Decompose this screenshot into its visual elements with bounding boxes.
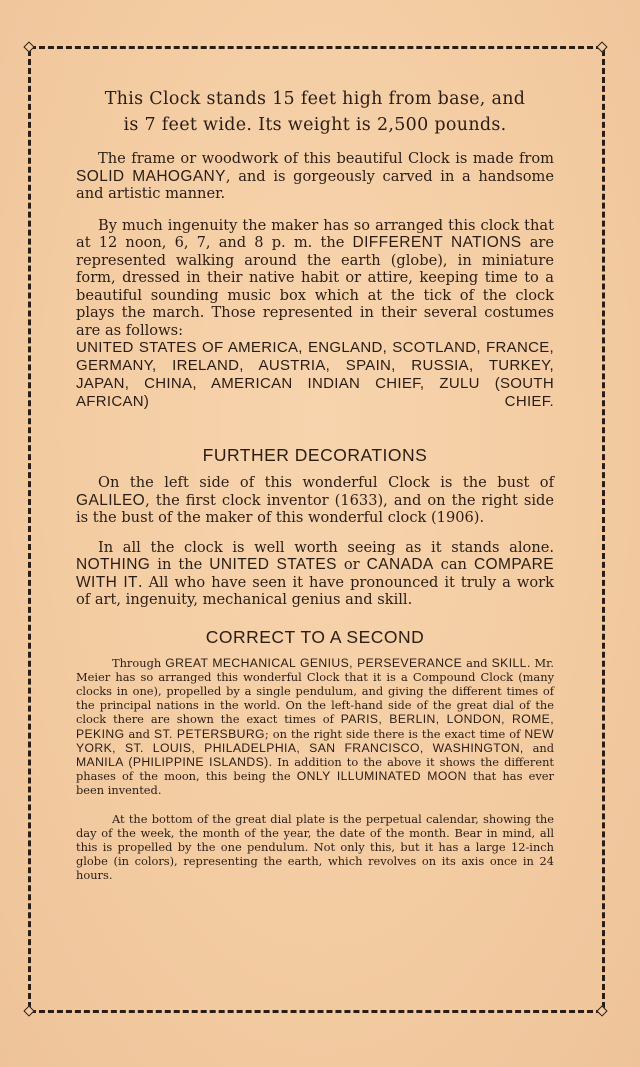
emphasis-text: ST. PETERSBURG bbox=[153, 726, 265, 741]
emphasis-text: DIFFERENT NATIONS bbox=[352, 234, 522, 251]
paragraph-mechanical-genius bbox=[76, 656, 554, 798]
paragraph-nations bbox=[76, 217, 554, 340]
emphasis-text: SKILL bbox=[491, 655, 527, 670]
text-run: or bbox=[336, 556, 367, 573]
border-left bbox=[28, 50, 31, 1008]
document-content bbox=[76, 86, 554, 883]
text-run: . All who have seen it have pronounced it truly a work of art, ingenuity, mechanical genius and skill. bbox=[76, 573, 554, 608]
text-run: . Mr. Meier has so arranged this wonderful Clock that it is a Compound Clock (many clocks in one), propelled by a single pendulum, and giving the different times of the principal nations in the world. On the left-hand side of the great dial of the clock there are shown the exact times of bbox=[76, 655, 554, 727]
border-top bbox=[30, 46, 602, 49]
emphasis-text: NEW YORK, ST. LOUIS, PHILADELPHIA, SAN FRANCISCO, WASHINGTON, bbox=[76, 726, 554, 755]
text-run: can bbox=[433, 556, 474, 573]
nations-list: UNITED STATES OF AMERICA, ENGLAND, SCOTLAND, FRANCE, GERMANY, IRELAND, AUSTRIA, SPAIN, RUSSIA, TURKEY, JAPAN, CHINA, AMERICAN INDIAN CHIEF, ZULU (SOUTH AFRICAN) CHIEF. bbox=[76, 339, 554, 410]
paragraph-galileo bbox=[76, 474, 554, 527]
emphasis-text: SOLID MAHOGANY bbox=[76, 167, 226, 185]
text-run: In all the clock is well worth seeing as it stands alone. bbox=[98, 538, 554, 556]
lead-paragraph bbox=[76, 86, 554, 138]
border-bottom bbox=[30, 1010, 602, 1013]
lead-line-1: This Clock stands 15 feet high from base, and bbox=[104, 89, 526, 109]
text-run: ; on the right side there is the exact time of bbox=[264, 726, 525, 741]
text-run: . In addition to the above it shows the different phases of the moon, this being the bbox=[76, 754, 554, 784]
emphasis-text: COMPARE WITH IT bbox=[76, 556, 554, 591]
paragraph-compare bbox=[76, 539, 554, 609]
text-run: , the first clock inventor (1633), and on the right side is the bust of the maker of this wonderful clock (1906). bbox=[76, 491, 554, 526]
text-run: are represented walking around the earth (globe), in miniature form, dressed in their native habit or attire, keeping time to a beautiful sounding music box which at the tick of the clock plays the march. Those represented in their several costumes are as follows: bbox=[76, 234, 555, 339]
lead-line-2: is 7 feet wide. Its weight is 2,500 pounds. bbox=[123, 115, 507, 135]
corner-bottom-left bbox=[23, 1005, 34, 1016]
text-run: The frame or woodwork of this beautiful Clock is made from bbox=[98, 150, 554, 167]
text-run: , and is gorgeously carved in a handsome and artistic manner. bbox=[76, 167, 554, 202]
heading-further-decorations: FURTHER DECORATIONS bbox=[202, 445, 428, 465]
emphasis-text: GREAT MECHANICAL GENIUS, PERSEVERANCE bbox=[165, 655, 463, 670]
emphasis-text: UNITED STATES bbox=[209, 556, 337, 573]
heading-correct-to-a-second: CORRECT TO A SECOND bbox=[205, 626, 425, 647]
border-right bbox=[602, 50, 605, 1008]
text-run: that has ever been invented. bbox=[76, 769, 554, 798]
emphasis-text: ONLY ILLUMINATED MOON bbox=[296, 769, 467, 784]
emphasis-text: GALILEO bbox=[76, 491, 146, 509]
text-run: Through bbox=[112, 655, 166, 670]
corner-top-left bbox=[23, 41, 34, 52]
emphasis-text: CANADA bbox=[366, 556, 434, 573]
text-run: By much ingenuity the maker has so arranged this clock that at 12 noon, 6, 7, and 8 p. m. the bbox=[76, 216, 554, 251]
text-run: On the left side of this wonderful Clock is the bust of bbox=[98, 474, 554, 491]
text-run: in the bbox=[150, 556, 210, 573]
emphasis-text: MANILA (PHILIPPINE ISLANDS) bbox=[76, 754, 269, 769]
emphasis-text: NOTHING bbox=[76, 556, 151, 573]
paragraph-frame bbox=[76, 150, 554, 203]
paragraph-calendar: At the bottom of the great dial plate is the perpetual calendar, showing the day of the week, the month of the year, the date of the month. Bear in mind, all this is propelled by the one pendulum. Not only this, but it has a large 12-inch globe (in colors), representing the earth, which revolves on its axis once in 24 hours. bbox=[76, 811, 554, 883]
text-run: and bbox=[462, 655, 492, 670]
emphasis-text: PARIS, BERLIN, LONDON, ROME, PEKING bbox=[76, 712, 554, 741]
corner-bottom-right bbox=[596, 1005, 607, 1016]
corner-top-right bbox=[596, 41, 607, 52]
text-run: and bbox=[523, 740, 554, 755]
text-run: and bbox=[124, 726, 154, 741]
